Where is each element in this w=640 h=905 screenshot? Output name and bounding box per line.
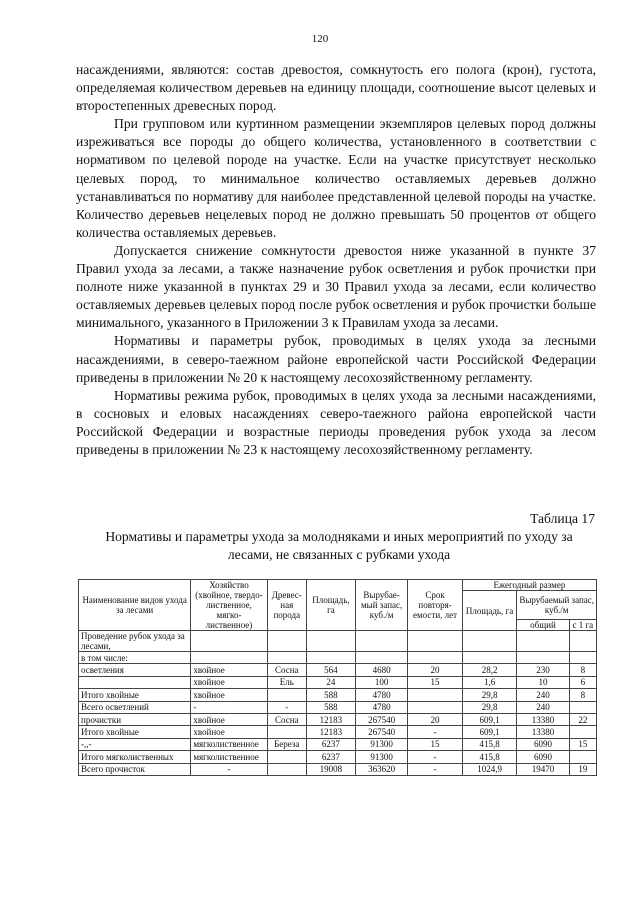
cell-farm — [191, 652, 267, 664]
cell-area: 6237 — [306, 738, 355, 750]
cell-volume — [355, 631, 407, 652]
cell-volume: 4780 — [355, 689, 407, 701]
cell-species — [267, 689, 306, 701]
cell-name: Итого хвойные — [79, 689, 191, 701]
cell-species: Ель — [267, 676, 306, 688]
cell-per-ha — [569, 701, 596, 713]
cell-period: 15 — [408, 738, 463, 750]
header-annual-volume: Вырубаемый запас, куб./м — [517, 591, 597, 620]
cell-annual-area — [462, 631, 517, 652]
cell-per-ha — [569, 631, 596, 652]
table-row — [79, 689, 597, 701]
cell-annual-area — [462, 652, 517, 664]
header-period: Срок повторя-емости, лет — [408, 580, 463, 631]
cell-farm — [191, 631, 267, 652]
cell-total — [517, 631, 569, 652]
cell-volume — [355, 652, 407, 664]
cell-volume: 91300 — [355, 751, 407, 763]
cell-period: 20 — [408, 664, 463, 676]
header-species: Древес-ная порода — [267, 580, 306, 631]
table-row — [79, 763, 597, 775]
cell-per-ha: 8 — [569, 689, 596, 701]
cell-volume: 4680 — [355, 664, 407, 676]
cell-species: Сосна — [267, 713, 306, 725]
table-body — [79, 631, 597, 776]
header-per-ha: с 1 га — [569, 620, 596, 631]
cell-total: 240 — [517, 701, 569, 713]
table-row — [79, 676, 597, 688]
cell-area: 24 — [306, 676, 355, 688]
cell-species — [267, 726, 306, 738]
cell-annual-area: 28,2 — [462, 664, 517, 676]
cell-period: 15 — [408, 676, 463, 688]
cell-volume: 363620 — [355, 763, 407, 775]
table-row — [79, 664, 597, 676]
cell-annual-area: 29,8 — [462, 701, 517, 713]
cell-area: 6237 — [306, 751, 355, 763]
table-row — [79, 726, 597, 738]
cell-name: -,,- — [79, 738, 191, 750]
header-total: общий — [517, 620, 569, 631]
header-area: Площадь, га — [306, 580, 355, 631]
cell-per-ha — [569, 751, 596, 763]
cell-total: 10 — [517, 676, 569, 688]
cell-species — [267, 763, 306, 775]
cell-volume: 267540 — [355, 726, 407, 738]
cell-annual-area: 29,8 — [462, 689, 517, 701]
cell-total: 6090 — [517, 751, 569, 763]
cell-per-ha: 19 — [569, 763, 596, 775]
cell-period — [408, 652, 463, 664]
header-name: Наименование видов ухода за лесами — [79, 580, 191, 631]
cell-per-ha: 15 — [569, 738, 596, 750]
cell-total: 13380 — [517, 713, 569, 725]
table-row — [79, 751, 597, 763]
cell-area: 588 — [306, 701, 355, 713]
table-row — [79, 631, 597, 652]
cell-volume: 267540 — [355, 713, 407, 725]
body-text — [76, 61, 596, 459]
cell-area: 564 — [306, 664, 355, 676]
cell-total: 6090 — [517, 738, 569, 750]
cell-annual-area: 609,1 — [462, 713, 517, 725]
cell-farm: хвойное — [191, 676, 267, 688]
cell-species — [267, 751, 306, 763]
table-row — [79, 652, 597, 664]
header-farm: Хозяйство (хвойное, твердо-лиственное, мягко-лиственное) — [191, 580, 267, 631]
cell-volume: 4780 — [355, 701, 407, 713]
cell-total: 19470 — [517, 763, 569, 775]
cell-name: в том числе: — [79, 652, 191, 664]
cell-species — [267, 652, 306, 664]
cell-per-ha — [569, 726, 596, 738]
cell-name: Итого хвойные — [79, 726, 191, 738]
cell-farm: хвойное — [191, 713, 267, 725]
cell-name: Всего прочисток — [79, 763, 191, 775]
table-row — [79, 738, 597, 750]
paragraph: Нормативы режима рубок, проводимых в целях ухода за лесными насаждениями, в сосновых и еловых насаждениях северо-таежного района европейской части Российской Федерации и возрастные периоды проведения рубок ухода за лесом приведены в приложении № 23 к настоящему лесохозяйственному регламенту. — [76, 387, 596, 457]
cell-total: 13380 — [517, 726, 569, 738]
header-annual-area: Площадь, га — [462, 591, 517, 631]
cell-species — [267, 631, 306, 652]
cell-period — [408, 689, 463, 701]
cell-area: 588 — [306, 689, 355, 701]
cell-farm: хвойное — [191, 664, 267, 676]
cell-period: - — [408, 751, 463, 763]
table-title: Нормативы и параметры ухода за молодняками и иных мероприятий по уходу за лесами, не связанных с рубками ухода — [105, 529, 573, 562]
cell-name: прочистки — [79, 713, 191, 725]
cell-species: Сосна — [267, 664, 306, 676]
cell-farm: хвойное — [191, 689, 267, 701]
table-row — [79, 701, 597, 713]
cell-name — [79, 676, 191, 688]
cell-period — [408, 631, 463, 652]
cell-species: Береза — [267, 738, 306, 750]
cell-per-ha — [569, 652, 596, 664]
cell-name: Всего осветлений — [79, 701, 191, 713]
cell-area — [306, 631, 355, 652]
cell-area — [306, 652, 355, 664]
cell-total — [517, 652, 569, 664]
cell-farm: - — [191, 763, 267, 775]
cell-farm: мягколиственное — [191, 751, 267, 763]
cell-farm: - — [191, 701, 267, 713]
data-table — [78, 579, 597, 776]
cell-name: Итого мягколиственных — [79, 751, 191, 763]
cell-name: Проведение рубок ухода за лесами, — [79, 631, 191, 652]
cell-annual-area: 1,6 — [462, 676, 517, 688]
paragraph: При групповом или куртинном размещении экземпляров целевых пород должны изреживаться все породы до общего количества, установленного в соответствии с нормативом по целевой породе на участке. Если на участке присутствует несколько целевых пород, то минимальное количество оставляемых деревьев должно устанавливаться по нормативу для наиболее представленной целевой породы на участке. Количество деревьев нецелевых пород не должно превышать 50 процентов от общего количества оставляемых деревьев. — [76, 116, 596, 240]
header-volume: Вырубае-мый запас, куб./м — [355, 580, 407, 631]
cell-area: 12183 — [306, 726, 355, 738]
cell-annual-area: 1024,9 — [462, 763, 517, 775]
cell-period — [408, 701, 463, 713]
table-label: Таблица 17 — [530, 511, 595, 526]
cell-name: осветления — [79, 664, 191, 676]
header-annual: Ежегодный размер — [462, 580, 596, 591]
cell-volume: 91300 — [355, 738, 407, 750]
table-row — [79, 713, 597, 725]
page-number: 120 — [311, 33, 329, 45]
cell-total: 230 — [517, 664, 569, 676]
cell-area: 12183 — [306, 713, 355, 725]
cell-per-ha: 6 — [569, 676, 596, 688]
cell-annual-area: 415,8 — [462, 751, 517, 763]
cell-total: 240 — [517, 689, 569, 701]
cell-per-ha: 22 — [569, 713, 596, 725]
cell-farm: мягколиственное — [191, 738, 267, 750]
cell-period: - — [408, 763, 463, 775]
cell-per-ha: 8 — [569, 664, 596, 676]
paragraph: насаждениями, являются: состав древостоя, сомкнутость его полога (крон), густота, определяемая количеством деревьев на единицу площади, соотношение высот целевых и второстепенных древесных пород. — [76, 62, 596, 114]
cell-farm: хвойное — [191, 726, 267, 738]
cell-annual-area: 415,8 — [462, 738, 517, 750]
cell-annual-area: 609,1 — [462, 726, 517, 738]
cell-period: - — [408, 726, 463, 738]
cell-volume: 100 — [355, 676, 407, 688]
cell-period: 20 — [408, 713, 463, 725]
cell-area: 19008 — [306, 763, 355, 775]
paragraph: Допускается снижение сомкнутости древостоя ниже указанной в пункте 37 Правил ухода за лесами, а также назначение рубок осветления и рубок прочистки при полноте ниже указанной в пунктах 29 и 30 Правил ухода за лесами, если количество оставляемых деревьев целевых пород после рубок осветления и рубок прочистки больше минимального, указанного в Приложении 3 к Правилам ухода за лесами. — [76, 242, 596, 331]
cell-species: - — [267, 701, 306, 713]
paragraph: Нормативы и параметры рубок, проводимых в целях ухода за лесными насаждениями, в северо-таежном районе европейской части Российской Федерации приведены в приложении № 20 к настоящему лесохозяйственному регламенту. — [76, 333, 596, 385]
